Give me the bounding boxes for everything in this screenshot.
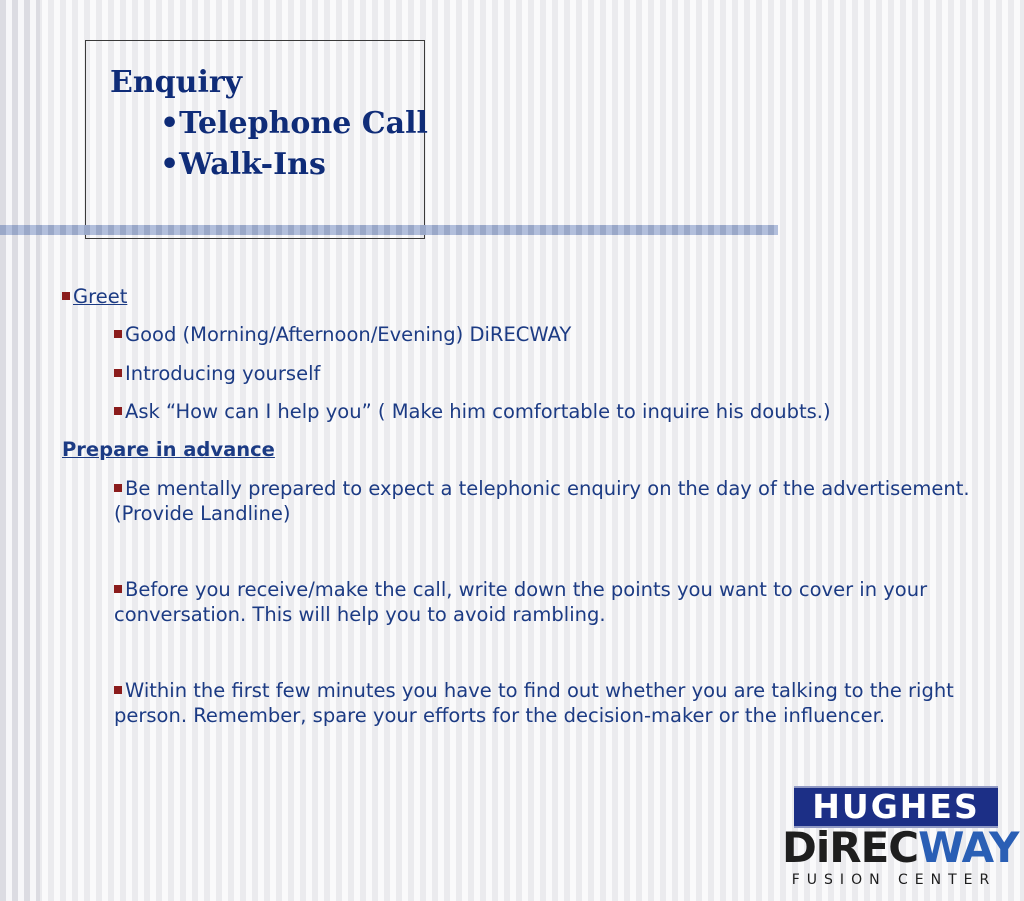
square-bullet-icon [114,369,122,377]
greet-item [114,323,571,346]
logo-direcway-blue: WAY [918,823,1019,872]
slide-title: Enquiry [110,65,243,100]
prepare-item-text: Before you receive/make the call, write down the points you want to cover in your conversation. This will help you to avoid rambling. [114,578,928,626]
prepare-item [114,476,994,526]
square-bullet-icon [114,407,122,415]
greet-item [114,400,831,423]
prepare-heading: Prepare in advance [62,438,275,461]
greet-item-text: Ask “How can I help you” ( Make him comfortable to inquire his doubts.) [125,400,831,423]
greet-item-text: Introducing yourself [125,362,321,385]
prepare-heading-row [62,438,275,461]
prepare-item-text: Within the first few minutes you have to find out whether you are talking to the right person. Remember, spare your efforts for the decision-maker or the influencer. [114,679,954,727]
square-bullet-icon [114,585,122,593]
logo-direcway-wordmark [782,822,1019,874]
logo-hughes-text: HUGHES [812,787,980,826]
square-bullet-icon [62,292,70,300]
divider-bar [0,225,778,235]
greet-item-text: Good (Morning/Afternoon/Evening) DiRECWAY [125,323,572,346]
greet-heading-row [62,285,127,308]
square-bullet-icon [114,484,122,492]
logo-direcway-dark: DiREC [782,823,919,872]
title-block [110,62,428,185]
hughes-direcway-logo [782,786,1019,894]
square-bullet-icon [114,686,122,694]
logo-fusion-center: FUSION CENTER [791,872,997,888]
left-stripe-band [0,0,40,901]
title-item-walk-ins: •Walk-Ins [160,147,326,182]
greet-heading: Greet [73,285,128,308]
prepare-item [114,678,994,728]
greet-item [114,362,320,385]
prepare-item [114,577,994,627]
title-item-telephone-call: •Telephone Call [160,106,428,141]
prepare-item-text: Be mentally prepared to expect a telephonic enquiry on the day of the advertisement. (Provide Landline) [114,477,970,525]
square-bullet-icon [114,330,122,338]
